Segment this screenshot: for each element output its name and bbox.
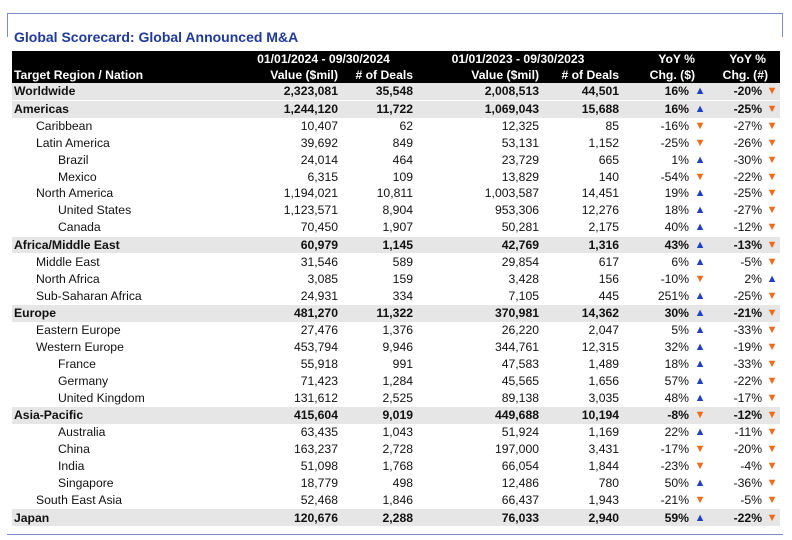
yoy-value-cell: 40% (664, 220, 690, 235)
yoy-deals-cell: -22% (709, 509, 764, 526)
value-2024-cell: 120,676 (232, 509, 340, 526)
yoy-value-cell: 5% (671, 323, 690, 338)
yoy-value-cell: 57% (664, 373, 690, 388)
table-row (12, 135, 780, 152)
yoy-deals-cell: -22% (733, 169, 763, 184)
table-row (12, 509, 780, 526)
triangle-up-icon: ▲ (691, 304, 709, 321)
value-2023-cell: 1,069,043 (415, 100, 541, 117)
value-2023-cell: 197,000 (494, 442, 540, 457)
triangle-up-icon: ▲ (694, 153, 706, 166)
yoy-deals-cell: -13% (709, 236, 764, 253)
yoy-deals-cell: -5% (740, 492, 763, 507)
triangle-up-icon: ▲ (694, 374, 706, 387)
deals-2023-cell: 2,047 (588, 323, 620, 338)
region-name-cell: Worldwide (12, 83, 232, 100)
header-deals-2024: # of Deals (355, 68, 414, 82)
yoy-deals-cell: -20% (709, 83, 764, 100)
region-name-cell: Latin America (36, 135, 110, 150)
yoy-value-cell: 59% (621, 509, 691, 526)
table-body (12, 83, 780, 526)
deals-2023-cell: 85 (605, 119, 620, 134)
deals-2023-cell: 1,489 (588, 356, 620, 371)
yoy-deals-cell: -27% (733, 119, 763, 134)
deals-2024-cell: 1,284 (382, 373, 414, 388)
yoy-value-cell: -17% (660, 442, 690, 457)
triangle-down-icon: ▼ (764, 407, 780, 424)
scorecard-table (12, 51, 780, 526)
value-2023-cell: 26,220 (501, 323, 540, 338)
triangle-down-icon: ▼ (764, 509, 780, 526)
deals-2024-cell: 1,376 (382, 323, 414, 338)
header-value-2023: Value ($mil) (471, 68, 540, 82)
region-name-cell: Americas (12, 100, 232, 117)
header-yoy-deals-top: YoY % (729, 52, 767, 66)
value-2024-cell: 24,014 (300, 152, 338, 167)
triangle-up-icon: ▲ (694, 391, 706, 404)
value-2024-cell: 453,794 (293, 340, 338, 355)
header-yoy-value: Chg. ($) (649, 68, 696, 82)
deals-2023-cell: 3,035 (588, 390, 620, 405)
region-name-cell: Middle East (36, 254, 100, 269)
triangle-down-icon: ▼ (766, 374, 778, 387)
deals-2024-cell: 1,043 (382, 425, 414, 440)
triangle-down-icon: ▼ (694, 170, 706, 183)
region-name-cell: Sub-Saharan Africa (36, 288, 142, 303)
triangle-up-icon: ▲ (691, 509, 709, 526)
yoy-deals-cell: -30% (733, 152, 763, 167)
triangle-down-icon: ▼ (766, 136, 778, 149)
yoy-deals-cell: -25% (709, 100, 764, 117)
yoy-deals-cell: -19% (733, 340, 763, 355)
table-row (12, 491, 780, 508)
triangle-down-icon: ▼ (766, 187, 778, 200)
header-yoy-deals: Chg. (#) (722, 68, 769, 82)
region-name-cell: Caribbean (36, 119, 93, 134)
value-2024-cell: 415,604 (232, 407, 340, 424)
triangle-down-icon: ▼ (766, 391, 778, 404)
region-name-cell: North America (36, 186, 114, 201)
triangle-down-icon: ▼ (766, 153, 778, 166)
triangle-down-icon: ▼ (694, 493, 706, 506)
header-period-2023: 01/01/2023 - 09/30/2023 (451, 52, 585, 66)
deals-2023-cell: 665 (598, 152, 620, 167)
header-value-2024: Value ($mil) (270, 68, 338, 82)
triangle-down-icon: ▼ (694, 443, 706, 456)
value-2023-cell: 89,138 (501, 390, 540, 405)
deals-2024-cell: 464 (392, 152, 414, 167)
table-row (12, 270, 780, 287)
triangle-down-icon: ▼ (766, 255, 778, 268)
region-name-cell: Japan (12, 509, 232, 526)
deals-2023-cell: 1,316 (541, 236, 621, 253)
value-2024-cell: 71,423 (300, 373, 338, 388)
deals-2024-cell: 1,145 (340, 236, 415, 253)
yoy-deals-cell: -11% (734, 425, 763, 440)
yoy-value-cell: -25% (660, 135, 690, 150)
deals-2024-cell: 991 (392, 356, 414, 371)
table-row (12, 474, 780, 491)
value-2023-cell: 953,306 (494, 203, 540, 218)
yoy-deals-cell: -4% (740, 458, 763, 473)
value-2024-cell: 27,476 (300, 323, 338, 338)
deals-2023-cell: 14,362 (541, 304, 621, 321)
value-2024-cell: 131,612 (293, 390, 338, 405)
yoy-value-cell: -10% (660, 271, 690, 286)
triangle-down-icon: ▼ (766, 341, 778, 354)
value-2023-cell: 12,486 (501, 475, 540, 490)
region-name-cell: Singapore (58, 475, 114, 490)
yoy-value-cell: 18% (664, 356, 690, 371)
region-name-cell: United States (58, 203, 132, 218)
yoy-value-cell: 22% (664, 425, 690, 440)
deals-2023-cell: 1,152 (588, 135, 620, 150)
triangle-down-icon: ▼ (766, 289, 778, 302)
triangle-down-icon: ▼ (694, 459, 706, 472)
region-name-cell: South East Asia (36, 492, 123, 507)
value-2023-cell: 42,769 (415, 236, 541, 253)
yoy-value-cell: 251% (657, 288, 690, 303)
header-row-periods (12, 51, 780, 67)
table-row (12, 407, 780, 424)
yoy-value-cell: 32% (664, 340, 690, 355)
deals-2024-cell: 589 (392, 254, 414, 269)
bottom-divider (7, 534, 783, 535)
value-2024-cell: 2,323,081 (232, 83, 340, 100)
value-2024-cell: 1,244,120 (232, 100, 340, 117)
deals-2024-cell: 498 (392, 475, 414, 490)
table-row (12, 185, 780, 202)
value-2024-cell: 6,315 (307, 169, 338, 184)
yoy-value-cell: 50% (664, 475, 690, 490)
yoy-deals-cell: -12% (709, 407, 764, 424)
region-name-cell: Africa/Middle East (12, 236, 232, 253)
region-name-cell: India (58, 458, 85, 473)
deals-2023-cell: 140 (598, 169, 620, 184)
triangle-up-icon: ▲ (694, 204, 706, 217)
table-row (12, 236, 780, 253)
table-row (12, 304, 780, 321)
yoy-value-cell: 16% (621, 100, 691, 117)
value-2023-cell: 2,008,513 (415, 83, 541, 100)
triangle-up-icon: ▲ (691, 236, 709, 253)
region-name-cell: Asia-Pacific (12, 407, 232, 424)
deals-2023-cell: 1,943 (588, 492, 620, 507)
value-2023-cell: 29,854 (501, 254, 540, 269)
deals-2024-cell: 9,019 (340, 407, 415, 424)
yoy-deals-cell: -36% (733, 475, 763, 490)
value-2024-cell: 10,407 (300, 119, 338, 134)
value-2024-cell: 51,098 (300, 458, 338, 473)
yoy-value-cell: -54% (660, 169, 690, 184)
yoy-deals-cell: -21% (709, 304, 764, 321)
value-2023-cell: 370,981 (415, 304, 541, 321)
deals-2023-cell: 12,315 (581, 340, 620, 355)
deals-2023-cell: 780 (598, 475, 620, 490)
value-2024-cell: 3,085 (307, 271, 338, 286)
value-2023-cell: 76,033 (415, 509, 541, 526)
table-row (12, 458, 780, 475)
triangle-down-icon: ▼ (764, 83, 780, 100)
triangle-down-icon: ▼ (766, 476, 778, 489)
deals-2023-cell: 3,431 (588, 442, 620, 457)
triangle-down-icon: ▼ (766, 459, 778, 472)
table-row (12, 287, 780, 304)
deals-2023-cell: 2,940 (541, 509, 621, 526)
deals-2024-cell: 2,728 (382, 442, 414, 457)
triangle-down-icon: ▼ (764, 304, 780, 321)
value-2024-cell: 1,123,571 (283, 203, 338, 218)
yoy-value-cell: -8% (621, 407, 691, 424)
triangle-up-icon: ▲ (766, 272, 778, 285)
triangle-down-icon: ▼ (694, 272, 706, 285)
yoy-deals-cell: -25% (733, 288, 763, 303)
region-name-cell: Eastern Europe (36, 323, 121, 338)
header-yoy-value-top: YoY % (658, 52, 696, 66)
region-name-cell: United Kingdom (58, 390, 145, 405)
region-name-cell: China (58, 442, 90, 457)
yoy-deals-cell: -26% (733, 135, 763, 150)
value-2023-cell: 53,131 (501, 135, 540, 150)
deals-2024-cell: 10,811 (376, 186, 414, 201)
table-row (12, 339, 780, 356)
triangle-down-icon: ▼ (691, 407, 709, 424)
value-2023-cell: 344,761 (494, 340, 540, 355)
value-2023-cell: 3,428 (508, 271, 540, 286)
triangle-down-icon: ▼ (766, 204, 778, 217)
yoy-value-cell: 6% (671, 254, 690, 269)
triangle-up-icon: ▲ (694, 187, 706, 200)
value-2024-cell: 39,692 (300, 135, 338, 150)
value-2023-cell: 449,688 (415, 407, 541, 424)
region-name-cell: Canada (58, 220, 101, 235)
yoy-value-cell: 48% (664, 390, 690, 405)
deals-2024-cell: 159 (392, 271, 414, 286)
value-2023-cell: 51,924 (501, 425, 540, 440)
triangle-up-icon: ▲ (694, 221, 706, 234)
triangle-up-icon: ▲ (694, 341, 706, 354)
table-row (12, 151, 780, 168)
deals-2023-cell: 1,169 (588, 425, 620, 440)
region-name-cell: France (58, 356, 96, 371)
triangle-up-icon: ▲ (694, 255, 706, 268)
yoy-value-cell: 19% (664, 186, 690, 201)
deals-2024-cell: 9,946 (382, 340, 414, 355)
deals-2024-cell: 2,525 (382, 390, 414, 405)
table-row (12, 83, 780, 100)
triangle-down-icon: ▼ (766, 324, 778, 337)
value-2024-cell: 24,931 (300, 288, 338, 303)
yoy-deals-cell: -5% (740, 254, 763, 269)
yoy-deals-cell: -20% (733, 442, 763, 457)
deals-2023-cell: 2,175 (588, 220, 620, 235)
header-region: Target Region / Nation (14, 68, 144, 82)
triangle-down-icon: ▼ (694, 136, 706, 149)
value-2024-cell: 60,979 (232, 236, 340, 253)
table-row (12, 356, 780, 373)
table-row (12, 253, 780, 270)
value-2023-cell: 45,565 (501, 373, 540, 388)
header-blank (12, 51, 232, 67)
region-name-cell: Europe (12, 304, 232, 321)
region-name-cell: North Africa (36, 271, 100, 286)
deals-2023-cell: 15,688 (541, 100, 621, 117)
yoy-deals-cell: -33% (733, 356, 763, 371)
yoy-value-cell: 16% (621, 83, 691, 100)
table-row (12, 219, 780, 236)
page-title: Global Scorecard: Global Announced M&A (14, 29, 299, 45)
deals-2024-cell: 11,722 (340, 100, 415, 117)
yoy-value-cell: 1% (671, 152, 690, 167)
region-name-cell: Australia (58, 425, 106, 440)
triangle-down-icon: ▼ (766, 426, 778, 439)
deals-2024-cell: 109 (392, 169, 414, 184)
value-2023-cell: 66,054 (501, 458, 540, 473)
deals-2024-cell: 8,904 (382, 203, 414, 218)
yoy-deals-cell: -22% (733, 373, 763, 388)
table-row (12, 372, 780, 389)
deals-2023-cell: 617 (598, 254, 620, 269)
triangle-down-icon: ▼ (766, 120, 778, 133)
value-2023-cell: 7,105 (508, 288, 540, 303)
table-row (12, 424, 780, 441)
yoy-deals-cell: 2% (744, 271, 763, 286)
yoy-value-cell: -23% (660, 458, 690, 473)
triangle-down-icon: ▼ (766, 357, 778, 370)
triangle-down-icon: ▼ (764, 236, 780, 253)
value-2023-cell: 1,003,587 (484, 186, 540, 201)
value-2024-cell: 52,468 (300, 492, 338, 507)
table-row (12, 202, 780, 219)
yoy-deals-cell: -12% (733, 220, 763, 235)
value-2024-cell: 163,237 (293, 442, 338, 457)
triangle-up-icon: ▲ (694, 426, 706, 439)
deals-2023-cell: 44,501 (541, 83, 621, 100)
table-row (12, 389, 780, 406)
region-name-cell: Germany (58, 373, 109, 388)
deals-2024-cell: 2,288 (340, 509, 415, 526)
value-2024-cell: 70,450 (300, 220, 338, 235)
value-2023-cell: 50,281 (501, 220, 540, 235)
value-2024-cell: 1,194,021 (283, 186, 338, 201)
triangle-down-icon: ▼ (766, 221, 778, 234)
value-2024-cell: 31,546 (300, 254, 338, 269)
triangle-up-icon: ▲ (694, 289, 706, 302)
yoy-value-cell: -21% (660, 492, 690, 507)
triangle-up-icon: ▲ (691, 100, 709, 117)
triangle-up-icon: ▲ (694, 324, 706, 337)
deals-2024-cell: 35,548 (340, 83, 415, 100)
value-2023-cell: 66,437 (501, 492, 540, 507)
value-2023-cell: 47,583 (501, 356, 540, 371)
deals-2023-cell: 10,194 (541, 407, 621, 424)
table-row (12, 322, 780, 339)
table-row (12, 100, 780, 117)
deals-2023-cell: 156 (598, 271, 620, 286)
region-name-cell: Mexico (58, 169, 97, 184)
value-2024-cell: 18,779 (300, 475, 338, 490)
yoy-deals-cell: -25% (733, 186, 763, 201)
deals-2024-cell: 1,768 (382, 458, 414, 473)
table-row (12, 118, 780, 135)
deals-2024-cell: 1,907 (382, 220, 414, 235)
triangle-down-icon: ▼ (766, 493, 778, 506)
deals-2023-cell: 14,451 (581, 186, 620, 201)
table-row (12, 168, 780, 185)
yoy-deals-cell: -33% (733, 323, 763, 338)
deals-2024-cell: 1,846 (382, 492, 414, 507)
yoy-deals-cell: -27% (733, 203, 763, 218)
triangle-up-icon: ▲ (694, 476, 706, 489)
deals-2024-cell: 11,322 (340, 304, 415, 321)
deals-2024-cell: 334 (392, 288, 414, 303)
region-name-cell: Western Europe (36, 340, 124, 355)
region-name-cell: Brazil (58, 152, 89, 167)
deals-2023-cell: 445 (598, 288, 620, 303)
value-2024-cell: 481,270 (232, 304, 340, 321)
yoy-deals-cell: -17% (733, 390, 763, 405)
deals-2024-cell: 849 (392, 135, 414, 150)
deals-2023-cell: 12,276 (581, 203, 620, 218)
value-2023-cell: 12,325 (501, 119, 540, 134)
yoy-value-cell: 18% (664, 203, 690, 218)
yoy-value-cell: 30% (621, 304, 691, 321)
value-2024-cell: 63,435 (300, 425, 338, 440)
value-2023-cell: 23,729 (501, 152, 540, 167)
value-2024-cell: 55,918 (300, 356, 338, 371)
triangle-down-icon: ▼ (766, 443, 778, 456)
triangle-down-icon: ▼ (694, 120, 706, 133)
triangle-up-icon: ▲ (691, 83, 709, 100)
deals-2023-cell: 1,656 (588, 373, 620, 388)
triangle-up-icon: ▲ (694, 357, 706, 370)
header-row-columns (12, 67, 780, 83)
triangle-down-icon: ▼ (766, 170, 778, 183)
triangle-down-icon: ▼ (764, 100, 780, 117)
header-deals-2023: # of Deals (561, 68, 620, 82)
yoy-value-cell: -16% (660, 119, 690, 134)
value-2023-cell: 13,829 (501, 169, 540, 184)
yoy-value-cell: 43% (621, 236, 691, 253)
deals-2023-cell: 1,844 (588, 458, 620, 473)
deals-2024-cell: 62 (399, 119, 414, 134)
table-row (12, 441, 780, 458)
header-period-2024: 01/01/2024 - 09/30/2024 (257, 52, 390, 66)
